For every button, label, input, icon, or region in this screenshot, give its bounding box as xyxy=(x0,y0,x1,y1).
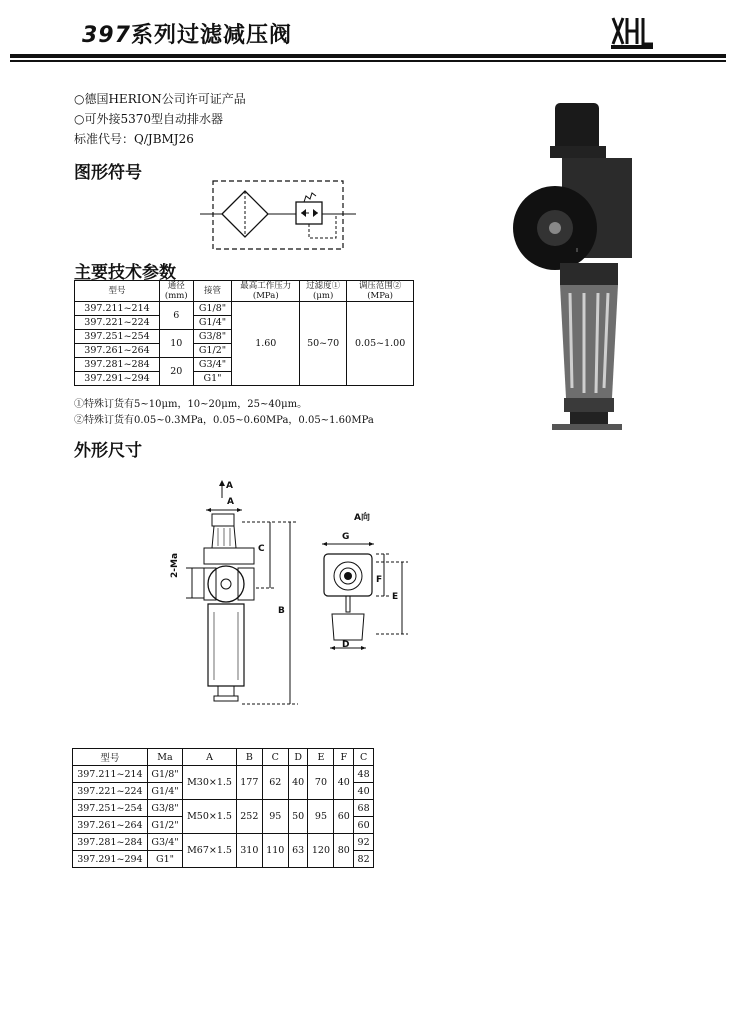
table-row xyxy=(73,834,374,851)
cell-model: 397.221~224 xyxy=(73,783,148,800)
xhl-logo xyxy=(607,14,657,50)
col-port: 接管 xyxy=(193,281,232,302)
cell-bore: 10 xyxy=(160,330,194,358)
cell-c: 110 xyxy=(262,834,288,868)
cell-ma: G1/8" xyxy=(147,766,182,783)
cell-f: 80 xyxy=(334,834,354,868)
cell-d: 50 xyxy=(288,800,308,834)
col-b: B xyxy=(236,749,262,766)
cell-model: 397.251~254 xyxy=(75,330,160,344)
cell-max-pressure: 1.60 xyxy=(232,302,300,386)
cell-model: 397.251~254 xyxy=(73,800,148,817)
note-2: ②特殊订货有0.05~0.3MPa，0.05~0.60MPa，0.05~1.60MPa xyxy=(74,415,374,426)
cell-c2: 92 xyxy=(354,834,374,851)
cell-e: 95 xyxy=(308,800,334,834)
col-c: C xyxy=(262,749,288,766)
cell-model: 397.291~294 xyxy=(75,372,160,386)
col-model: 型号 xyxy=(73,749,148,766)
header-rule-thin xyxy=(10,60,726,62)
cell-model: 397.261~264 xyxy=(73,817,148,834)
cell-c2: 82 xyxy=(354,851,374,868)
label-g: G xyxy=(342,532,350,542)
cell-ma: G1" xyxy=(147,851,182,868)
cell-b: 177 xyxy=(236,766,262,800)
col-a: A xyxy=(183,749,237,766)
note-1: ①特殊订货有5~10μm，10~20μm，25~40μm。 xyxy=(74,399,308,410)
product-photo xyxy=(500,98,650,443)
col-c2: C xyxy=(354,749,374,766)
col-max-pressure: 最高工作压力 (MPa) xyxy=(232,281,300,302)
cell-model: 397.211~214 xyxy=(75,302,160,316)
cell-c: 95 xyxy=(262,800,288,834)
section-symbol: 图形符号 xyxy=(74,163,142,183)
cell-e: 120 xyxy=(308,834,334,868)
table-row xyxy=(75,281,414,302)
cell-c: 62 xyxy=(262,766,288,800)
cell-ma: G1/2" xyxy=(147,817,182,834)
section-dims: 外形尺寸 xyxy=(74,441,142,461)
table-row xyxy=(73,800,374,817)
col-d: D xyxy=(288,749,308,766)
cell-model: 397.261~264 xyxy=(75,344,160,358)
label-a: A xyxy=(227,497,234,507)
col-f: F xyxy=(334,749,354,766)
cell-c2: 48 xyxy=(354,766,374,783)
a-view-drawing xyxy=(318,530,418,660)
cell-model: 397.211~214 xyxy=(73,766,148,783)
pneumatic-symbol xyxy=(200,178,356,254)
table-row xyxy=(73,766,374,783)
cell-model: 397.291~294 xyxy=(73,851,148,868)
section-params: 主要技术参数 xyxy=(74,263,176,283)
cell-f: 60 xyxy=(334,800,354,834)
label-a-arrow: A xyxy=(226,481,233,491)
intro-line-3: 标准代号：Q/JBMJ26 xyxy=(74,132,194,146)
cell-port: G1/8" xyxy=(193,302,232,316)
cell-b: 252 xyxy=(236,800,262,834)
label-2ma: 2-Ma xyxy=(170,552,180,578)
cell-model: 397.281~284 xyxy=(73,834,148,851)
label-e: E xyxy=(392,592,399,602)
dims-table xyxy=(72,748,374,868)
cell-a: M67×1.5 xyxy=(183,834,237,868)
cell-c2: 60 xyxy=(354,817,374,834)
side-view-drawing xyxy=(178,476,308,716)
intro-line-2: ○可外接5370型自动排水器 xyxy=(74,112,224,126)
col-ma: Ma xyxy=(147,749,182,766)
col-bore: 通径 (mm) xyxy=(160,281,194,302)
cell-bore: 20 xyxy=(160,358,194,386)
cell-port: G3/4" xyxy=(193,358,232,372)
intro-line-1: ○德国HERION公司许可证产品 xyxy=(74,92,246,106)
params-table xyxy=(74,280,414,386)
col-range: 调压范围② (MPa) xyxy=(347,281,414,302)
cell-filtration: 50~70 xyxy=(300,302,347,386)
label-a-view: A向 xyxy=(354,513,370,523)
header-rule xyxy=(10,54,726,58)
cell-e: 70 xyxy=(308,766,334,800)
cell-f: 40 xyxy=(334,766,354,800)
table-row xyxy=(75,302,414,316)
cell-c2: 68 xyxy=(354,800,374,817)
cell-port: G1" xyxy=(193,372,232,386)
col-filtration: 过滤度① (μm) xyxy=(300,281,347,302)
label-b: B xyxy=(278,606,285,616)
cell-model: 397.221~224 xyxy=(75,316,160,330)
cell-a: M30×1.5 xyxy=(183,766,237,800)
label-c: C xyxy=(258,544,265,554)
cell-c2: 40 xyxy=(354,783,374,800)
cell-range: 0.05~1.00 xyxy=(347,302,414,386)
cell-d: 40 xyxy=(288,766,308,800)
cell-ma: G3/4" xyxy=(147,834,182,851)
cell-port: G1/2" xyxy=(193,344,232,358)
page-title: 397系列过滤减压阀 xyxy=(82,23,292,48)
col-e: E xyxy=(308,749,334,766)
cell-ma: G1/4" xyxy=(147,783,182,800)
label-d: D xyxy=(342,640,350,650)
cell-port: G1/4" xyxy=(193,316,232,330)
cell-port: G3/8" xyxy=(193,330,232,344)
cell-b: 310 xyxy=(236,834,262,868)
cell-model: 397.281~284 xyxy=(75,358,160,372)
cell-a: M50×1.5 xyxy=(183,800,237,834)
table-row xyxy=(73,749,374,766)
cell-bore: 6 xyxy=(160,302,194,330)
cell-d: 63 xyxy=(288,834,308,868)
label-f: F xyxy=(376,575,383,585)
cell-ma: G3/8" xyxy=(147,800,182,817)
col-model: 型号 xyxy=(75,281,160,302)
